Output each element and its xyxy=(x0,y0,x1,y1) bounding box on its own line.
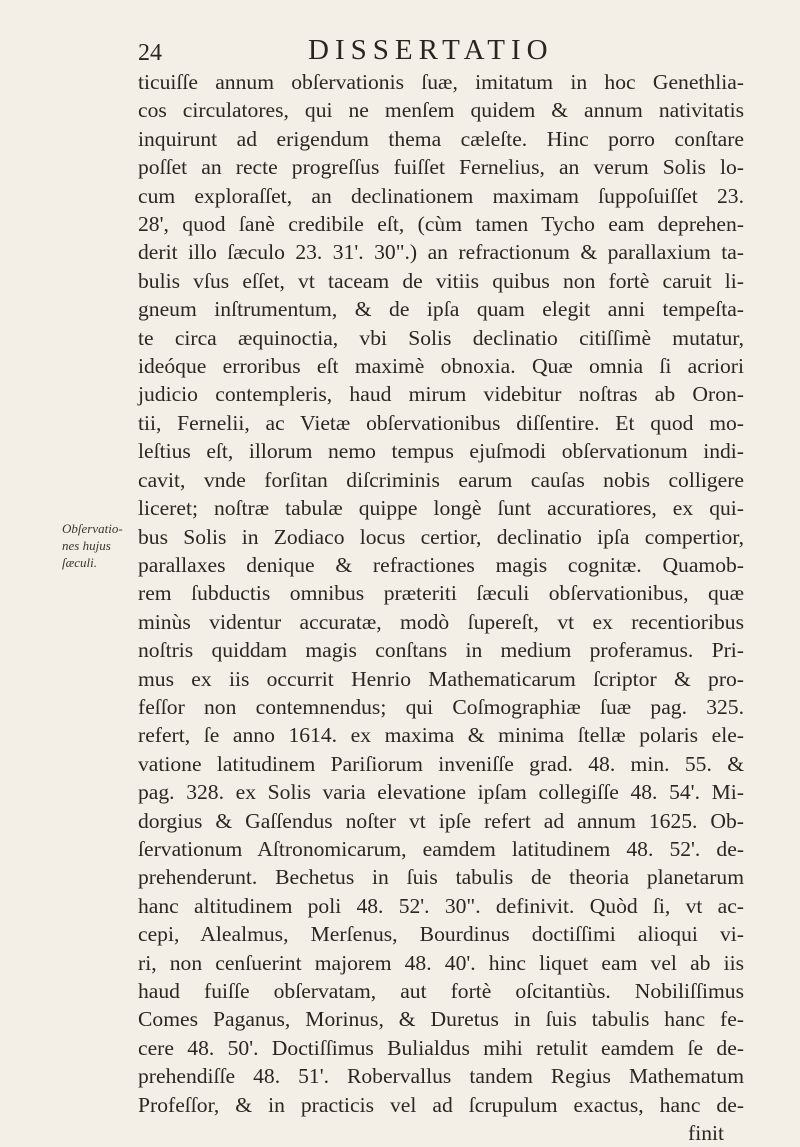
text-line: parallaxes denique & refractiones magis cognitæ. Quamob- xyxy=(138,552,744,577)
text-line: gneum inſtrumentum, & de ipſa quam elegit anni tempeſta- xyxy=(138,297,744,322)
body-text xyxy=(138,68,744,1147)
text-line: poſſet an recte progreſſus fuiſſet Fernelius, an verum Solis lo- xyxy=(138,155,744,180)
text-line: cum exploraſſet, an declinationem maximam ſuppoſuiſſet 23. xyxy=(138,183,744,208)
text-line: finit xyxy=(688,1121,724,1146)
text-line: minùs videntur accuratæ, modò ſupereſt, vt ex recentioribus xyxy=(138,609,744,634)
text-line: tii, Fernelii, ac Vietæ obſervationibus diſſentire. Et quod mo- xyxy=(138,410,744,435)
margin-note-line: nes hujus xyxy=(62,538,111,553)
margin-note-line: ſæculi. xyxy=(62,555,98,570)
text-line: rem ſubductis omnibus præteriti ſæculi obſervationibus, quæ xyxy=(138,581,744,606)
text-line: bus Solis in Zodiaco locus certior, declinatio ipſa compertior, xyxy=(138,524,744,549)
margin-note xyxy=(62,520,138,571)
text-line: ticuiſſe annum obſervationis ſuæ, imitatum in hoc Genethlia- xyxy=(138,70,744,94)
text-line: haud fuiſſe obſervatam, aut fortè oſcitantiùs. Nobiliſſimus xyxy=(138,979,744,1003)
margin-note-line: Obſervatio- xyxy=(62,521,123,536)
text-line: judicio contempleris, haud mirum videbitur noſtras ab Oron- xyxy=(138,382,744,407)
text-line: Comes Paganus, Morinus, & Duretus in ſuis tabulis hanc fe- xyxy=(138,1007,744,1032)
text-line: cos circulatores, qui ne menſem quidem & annum nativitatis xyxy=(138,98,744,123)
text-line: refert, ſe anno 1614. ex maxima & minima ſtellæ polaris ele- xyxy=(138,723,744,748)
running-title: DISSERTATIO xyxy=(308,34,554,66)
text-line: dorgius & Gaſſendus noſter vt ipſe refert ad annum 1625. Ob- xyxy=(138,808,744,833)
text-line: hanc altitudinem poli 48. 52'. 30". definivit. Quòd ſi, vt ac- xyxy=(138,893,744,918)
text-line: te circa æquinoctia, vbi Solis declinatio citiſſimè mutatur, xyxy=(138,325,744,350)
text-line: cavit, vnde forſitan diſcriminis earum cauſas nobis colligere xyxy=(138,467,744,492)
text-line: derit illo ſæculo 23. 31'. 30".) an refractionum & parallaxium ta- xyxy=(138,240,744,265)
text-line: cepi, Alealmus, Merſenus, Bourdinus doctiſſimi alioqui vi- xyxy=(138,922,744,947)
text-line: vatione latitudinem Pariſiorum inveniſſe grad. 48. min. 55. & xyxy=(138,751,744,776)
text-line: inquirunt ad erigendum thema cæleſte. Hinc porro conſtare xyxy=(138,126,744,151)
text-line: bulis vſus eſſet, vt taceam de vitiis quibus non fortè caruit li- xyxy=(138,268,744,293)
text-line: liceret; noſtræ tabulæ quippe longè ſunt accuratiores, ex qui- xyxy=(138,496,744,521)
page-number: 24 xyxy=(138,40,162,66)
text-line: noſtris quiddam magis conſtans in medium proferamus. Pri- xyxy=(138,638,744,663)
text-line: Profeſſor, & in practicis vel ad ſcrupulum exactus, hanc de- xyxy=(138,1092,744,1117)
text-line: prehenderunt. Bechetus in ſuis tabulis de theoria planetarum xyxy=(138,865,744,890)
text-line: feſſor non contemnendus; qui Coſmographiæ ſuæ pag. 325. xyxy=(138,694,744,719)
text-line: ideóque erroribus eſt maximè obnoxia. Quæ omnia ſi acriori xyxy=(138,354,744,379)
text-line: prehendiſſe 48. 51'. Robervallus tandem Regius Mathematum xyxy=(138,1064,744,1089)
text-line: 28', quod ſanè credibile eſt, (cùm tamen Tycho eam deprehen- xyxy=(138,212,744,237)
text-line: ſervationum Aſtronomicarum, eamdem latitudinem 48. 52'. de- xyxy=(138,836,744,861)
text-line: leſtius eſt, illorum nemo tempus ejuſmodi obſervationum indi- xyxy=(138,439,744,464)
text-line: cere 48. 50'. Doctiſſimus Bulialdus mihi retulit eamdem ſe de- xyxy=(138,1035,744,1060)
text-line: mus ex iis occurrit Henrio Mathematicarum ſcriptor & pro- xyxy=(138,666,744,691)
text-line: ri, non cenſuerint majorem 48. 40'. hinc liquet eam vel ab iis xyxy=(138,950,744,975)
text-line: pag. 328. ex Solis varia elevatione ipſam collegiſſe 48. 54'. Mi- xyxy=(138,780,744,805)
